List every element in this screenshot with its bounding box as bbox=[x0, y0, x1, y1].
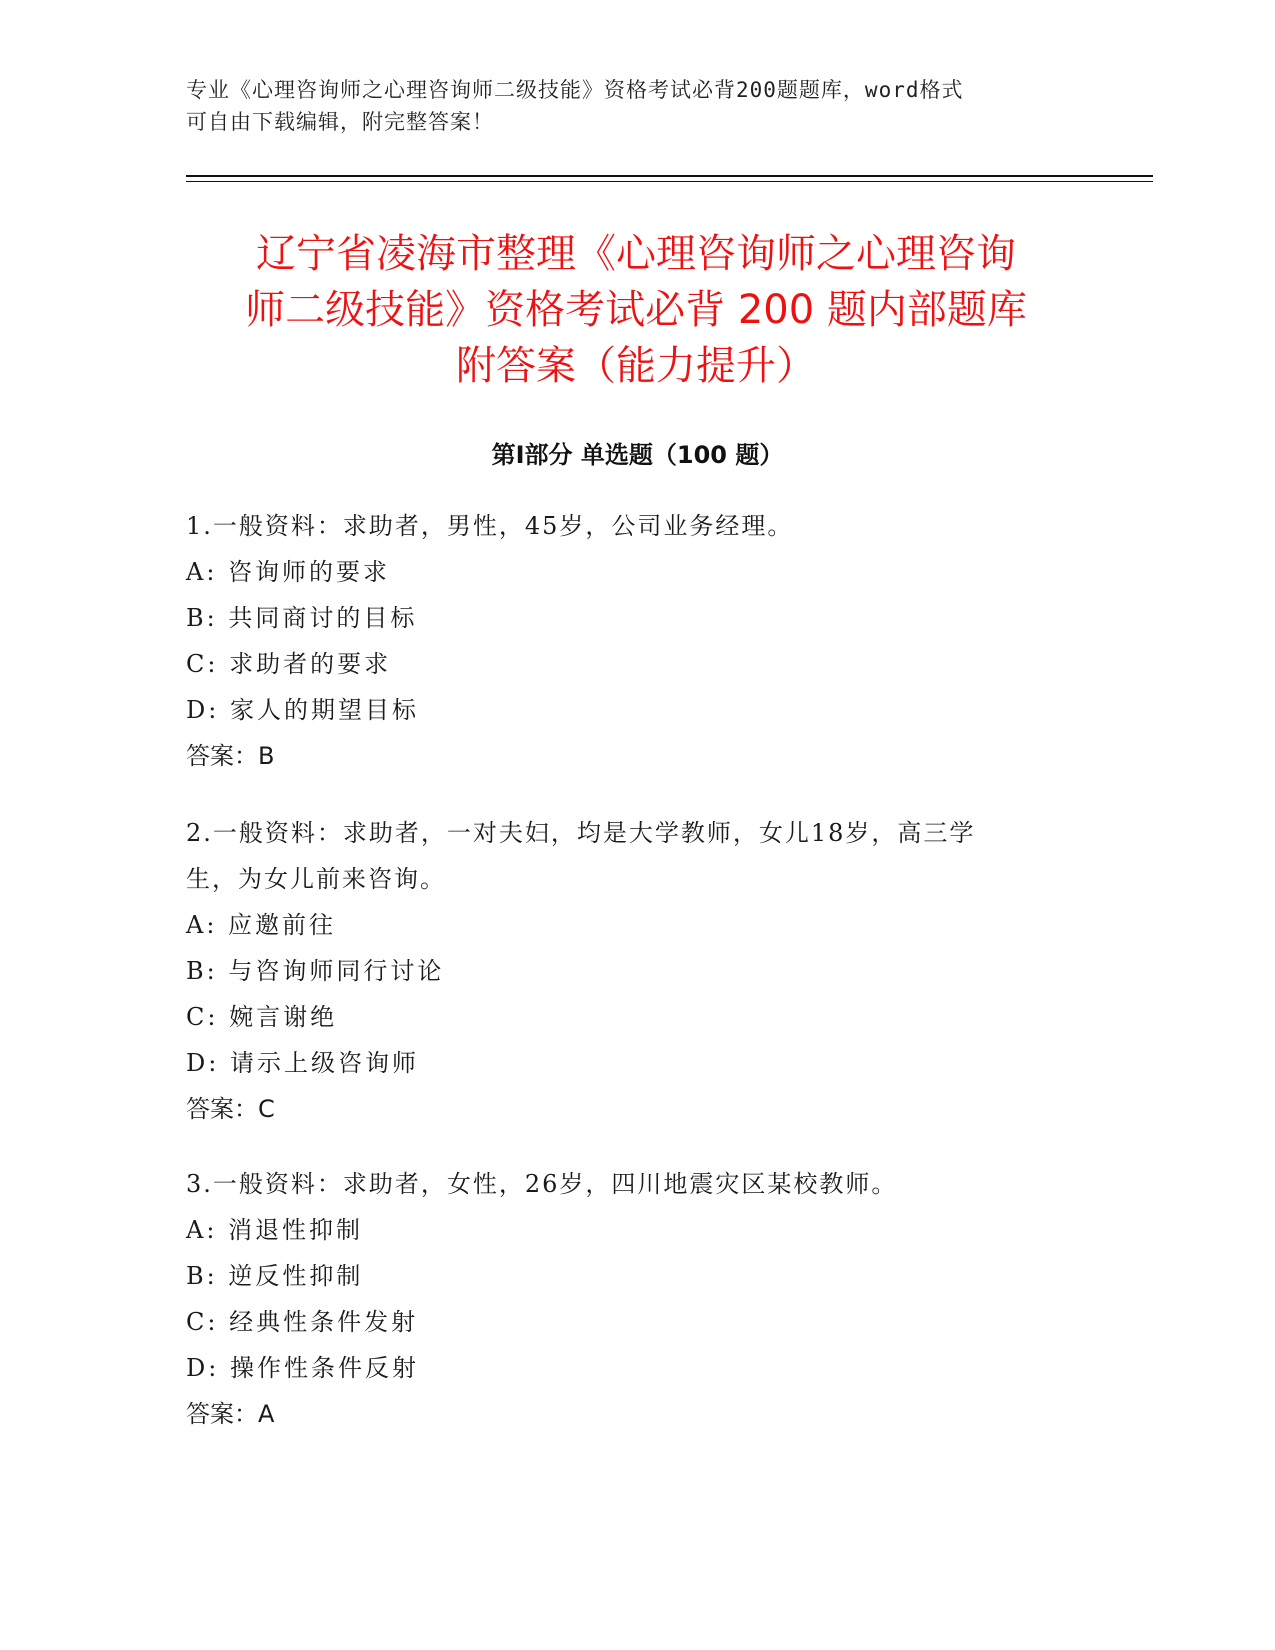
title-line-1: 辽宁省凌海市整理《心理咨询师之心理咨询 bbox=[256, 231, 1016, 277]
option-b: B: 共同商讨的目标 bbox=[186, 604, 418, 632]
answer: 答案：C bbox=[186, 1095, 275, 1123]
title-line-3: 附答案（能力提升） bbox=[456, 343, 816, 389]
option-d: D: 请示上级咨询师 bbox=[186, 1049, 419, 1077]
section-heading: 第Ⅰ部分 单选题（100 题） bbox=[491, 441, 784, 469]
question-1 bbox=[186, 503, 1086, 779]
option-c: C: 婉言谢绝 bbox=[186, 1003, 338, 1031]
question-stem: 2.一般资料：求助者，一对夫妇，均是大学教师，女儿18岁，高三学 bbox=[186, 819, 976, 847]
header-rule-thin bbox=[186, 181, 1153, 182]
option-b: B: 逆反性抑制 bbox=[186, 1262, 364, 1290]
option-a: A: 消退性抑制 bbox=[186, 1216, 364, 1244]
question-stem: 1.一般资料：求助者，男性，45岁，公司业务经理。 bbox=[186, 512, 794, 540]
question-2 bbox=[186, 810, 1086, 1132]
header-note-line-2: 可自由下载编辑，附完整答案！ bbox=[186, 110, 494, 134]
header-note-line-1: 专业《心理咨询师之心理咨询师二级技能》资格考试必背200题题库，word格式 bbox=[186, 78, 964, 102]
header-rule-thick bbox=[186, 175, 1153, 177]
question-3 bbox=[186, 1161, 1086, 1437]
answer: 答案：A bbox=[186, 1400, 275, 1428]
option-b: B: 与咨询师同行讨论 bbox=[186, 957, 445, 985]
title-line-2: 师二级技能》资格考试必背 200 题内部题库 bbox=[245, 287, 1027, 333]
option-c: C: 经典性条件发射 bbox=[186, 1308, 419, 1336]
option-d: D: 操作性条件反射 bbox=[186, 1354, 419, 1382]
header-note bbox=[186, 74, 1066, 138]
option-a: A: 应邀前往 bbox=[186, 911, 337, 939]
option-d: D: 家人的期望目标 bbox=[186, 696, 419, 724]
option-a: A: 咨询师的要求 bbox=[186, 558, 391, 586]
question-stem: 3.一般资料：求助者，女性，26岁，四川地震灾区某校教师。 bbox=[186, 1170, 898, 1198]
answer: 答案：B bbox=[186, 742, 275, 770]
document-title bbox=[186, 226, 1086, 394]
question-stem-continued: 生，为女儿前来咨询。 bbox=[186, 865, 446, 893]
option-c: C: 求助者的要求 bbox=[186, 650, 392, 678]
